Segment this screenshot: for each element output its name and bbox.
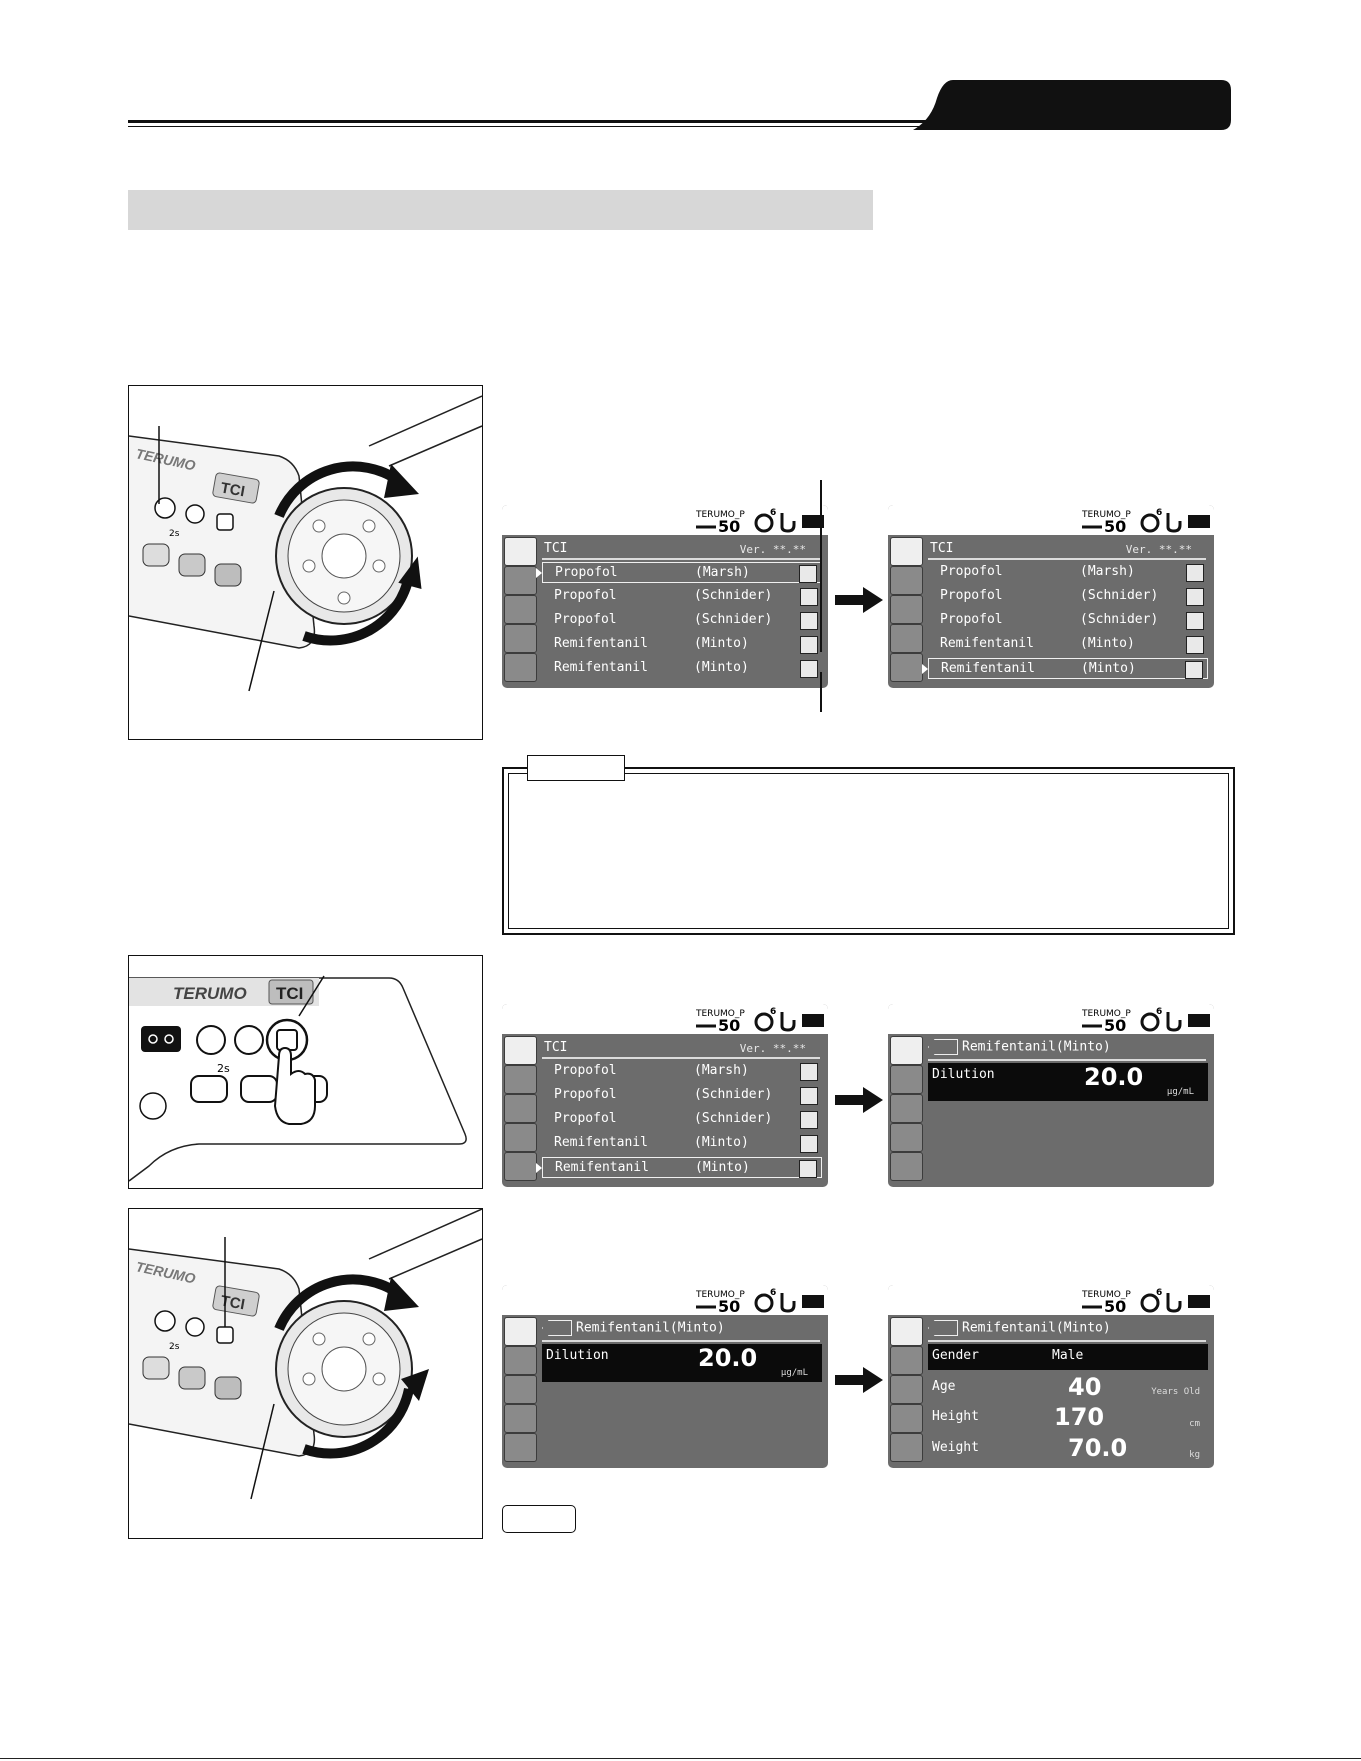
side-menu <box>890 537 923 686</box>
back-key[interactable] <box>186 1318 204 1336</box>
effect-site-icon <box>800 660 818 678</box>
start-key[interactable] <box>241 1076 277 1102</box>
key-hint: 2s <box>169 1342 180 1352</box>
syringe-tab-icon[interactable] <box>504 1036 537 1065</box>
drug-row[interactable]: Propofol (Marsh) <box>542 1061 822 1082</box>
back-tag-icon <box>928 1320 958 1336</box>
back-key[interactable] <box>186 505 204 523</box>
ac-plug-icon <box>782 1293 794 1311</box>
history-tab-icon[interactable] <box>890 624 923 653</box>
history-tab-icon[interactable] <box>890 1404 923 1433</box>
brand-text: TERUMO <box>134 445 198 474</box>
lock-tab-icon[interactable] <box>504 1094 537 1123</box>
status-bar <box>1082 507 1212 533</box>
key-hint: 2s <box>169 529 180 539</box>
age-field[interactable]: Age 40 Years Old <box>932 1373 1200 1401</box>
mode-tab-icon[interactable] <box>890 1346 923 1375</box>
blank-tab[interactable] <box>504 1433 537 1462</box>
indicator-lamp <box>140 1093 166 1119</box>
lock-tab-icon[interactable] <box>890 1094 923 1123</box>
version-label: Ver. **.** <box>739 543 806 556</box>
lcd-patient-data <box>888 1285 1214 1468</box>
confirm-key[interactable] <box>217 1327 233 1343</box>
lock-tab-icon[interactable] <box>504 595 537 624</box>
syringe-tab-icon[interactable] <box>890 1036 923 1065</box>
lcd-drug-list-1 <box>502 505 828 688</box>
drug-row[interactable]: Propofol (Marsh) <box>928 562 1208 583</box>
ac-plug-icon <box>782 1012 794 1030</box>
status-bar <box>696 1287 826 1313</box>
blank-tab[interactable] <box>890 653 923 682</box>
menu-key[interactable] <box>155 498 175 518</box>
mode-tab-icon[interactable] <box>890 566 923 595</box>
menu-key[interactable] <box>197 1026 225 1054</box>
next-arrow <box>835 587 883 613</box>
drug-row[interactable]: Propofol (Schnider) <box>928 610 1208 631</box>
header-rule-thin <box>128 126 940 127</box>
back-tag-icon <box>542 1320 572 1336</box>
drug-row[interactable]: Propofol (Schnider) <box>542 586 822 607</box>
svg-text:50: 50 <box>1104 1297 1127 1313</box>
gender-field[interactable]: Gender Male <box>928 1344 1208 1370</box>
brand-text: TERUMO <box>134 1258 198 1287</box>
stop-key[interactable] <box>215 564 241 586</box>
chapter-tab <box>913 80 1231 130</box>
svg-text:6: 6 <box>770 508 777 518</box>
drug-row[interactable]: Propofol (Schnider) <box>542 1085 822 1106</box>
status-bar <box>1082 1006 1212 1032</box>
syringe-tab-icon[interactable] <box>504 1317 537 1346</box>
mode-tab-icon[interactable] <box>504 566 537 595</box>
effect-site-icon <box>800 612 818 630</box>
svg-text:6: 6 <box>770 1007 777 1017</box>
status-bar <box>696 507 826 533</box>
drug-row[interactable]: Remifentanil (Minto) <box>542 1133 822 1154</box>
blank-tab[interactable] <box>890 1433 923 1462</box>
lock-tab-icon[interactable] <box>504 1375 537 1404</box>
title-underline <box>542 1340 820 1342</box>
side-menu <box>504 1317 537 1466</box>
reference-badge <box>502 1505 576 1533</box>
battery-icon <box>1188 1014 1210 1027</box>
svg-text:6: 6 <box>770 1288 777 1298</box>
svg-text:50: 50 <box>718 517 741 533</box>
svg-text:6: 6 <box>1156 508 1163 518</box>
dilution-field[interactable]: Dilution 20.0 μg/mL <box>928 1063 1208 1101</box>
screen-title: Remifentanil(Minto) <box>928 1039 1111 1057</box>
history-tab-icon[interactable] <box>504 1404 537 1433</box>
footer-rule <box>0 1758 1361 1759</box>
plasma-drop-icon <box>800 588 818 606</box>
lcd-drug-list-3 <box>502 1004 828 1187</box>
syringe-tab-icon[interactable] <box>890 537 923 566</box>
ac-plug-icon <box>1168 1012 1180 1030</box>
side-menu <box>890 1317 923 1466</box>
ac-plug-icon <box>1168 513 1180 531</box>
callout-line-effect <box>820 672 822 712</box>
plasma-drop-icon <box>1186 636 1204 654</box>
illustration-rotate-dial-2 <box>128 1208 483 1539</box>
screen-title: Remifentanil(Minto) <box>928 1320 1111 1338</box>
bolus-key[interactable] <box>191 1076 227 1102</box>
height-field[interactable]: Height 170 cm <box>932 1403 1200 1431</box>
svg-text:TERUMO_P: TERUMO_P <box>696 1009 745 1019</box>
effect-site-icon <box>799 1160 817 1178</box>
back-key[interactable] <box>235 1026 263 1054</box>
svg-text:TERUMO_P: TERUMO_P <box>1082 1290 1131 1300</box>
screen-title: TCI <box>544 1040 568 1055</box>
svg-text:TERUMO_P: TERUMO_P <box>1082 1009 1131 1019</box>
mode-tab-icon[interactable] <box>890 1065 923 1094</box>
drug-row[interactable]: Remifentanil (Minto) <box>542 658 822 679</box>
next-arrow <box>835 1087 883 1113</box>
battery-icon <box>802 1295 824 1308</box>
version-label: Ver. **.** <box>739 1042 806 1055</box>
lock-tab-icon[interactable] <box>890 1375 923 1404</box>
drug-row-selected[interactable]: Remifentanil (Minto) <box>542 1157 822 1178</box>
drug-row[interactable]: Propofol (Schnider) <box>928 586 1208 607</box>
menu-key[interactable] <box>155 1311 175 1331</box>
status-bar <box>1082 1287 1212 1313</box>
side-menu <box>504 537 537 686</box>
drug-row[interactable]: Propofol (Schnider) <box>542 1109 822 1130</box>
effect-site-icon <box>800 1111 818 1129</box>
tci-badge: TCI <box>219 1292 247 1314</box>
start-key[interactable] <box>179 1367 205 1389</box>
ac-plug-icon <box>1168 1293 1180 1311</box>
mode-tab-icon[interactable] <box>504 1346 537 1375</box>
battery-icon <box>1188 515 1210 528</box>
syringe-tab-icon[interactable] <box>890 1317 923 1346</box>
side-menu <box>890 1036 923 1185</box>
tci-badge: TCI <box>276 984 304 1003</box>
plasma-drop-icon <box>800 1087 818 1105</box>
stop-key[interactable] <box>215 1377 241 1399</box>
screen-title: TCI <box>544 541 568 556</box>
syringe-tab-icon[interactable] <box>504 537 537 566</box>
svg-text:TERUMO_P: TERUMO_P <box>1082 510 1131 520</box>
effect-site-icon <box>1185 661 1203 679</box>
back-tag-icon <box>928 1039 958 1055</box>
drug-row[interactable]: Remifentanil (Minto) <box>928 634 1208 655</box>
lock-tab-icon[interactable] <box>890 595 923 624</box>
title-underline <box>928 1340 1206 1342</box>
ac-plug-icon <box>782 513 794 531</box>
svg-text:6: 6 <box>1156 1288 1163 1298</box>
plasma-drop-icon <box>800 636 818 654</box>
side-menu <box>504 1036 537 1185</box>
title-underline <box>542 558 820 560</box>
start-key[interactable] <box>179 554 205 576</box>
title-underline <box>928 558 1206 560</box>
history-tab-icon[interactable] <box>504 624 537 653</box>
screen-title: TCI <box>930 541 954 556</box>
drug-row[interactable]: Remifentanil (Minto) <box>542 634 822 655</box>
title-underline <box>928 1059 1206 1061</box>
illustration-press-confirm <box>128 955 483 1189</box>
power-key[interactable] <box>141 1026 181 1052</box>
weight-field[interactable]: Weight 70.0 kg <box>932 1434 1200 1462</box>
svg-text:TERUMO_P: TERUMO_P <box>696 1290 745 1300</box>
title-underline <box>542 1057 820 1059</box>
drug-row-selected[interactable]: Remifentanil (Minto) <box>928 658 1208 679</box>
confirm-key[interactable] <box>217 514 233 530</box>
lcd-dilution-1 <box>888 1004 1214 1187</box>
screen-title: Remifentanil(Minto) <box>542 1320 725 1338</box>
battery-icon <box>802 1014 824 1027</box>
note-box <box>502 767 1235 935</box>
plasma-drop-icon <box>1186 564 1204 582</box>
svg-text:50: 50 <box>718 1016 741 1032</box>
dilution-field[interactable]: Dilution 20.0 μg/mL <box>542 1344 822 1382</box>
bolus-key[interactable] <box>143 544 169 566</box>
plasma-drop-icon <box>1186 588 1204 606</box>
svg-text:50: 50 <box>1104 517 1127 533</box>
svg-text:50: 50 <box>1104 1016 1127 1032</box>
blank-tab[interactable] <box>504 1152 537 1181</box>
header-rule <box>128 120 940 123</box>
bolus-key[interactable] <box>143 1357 169 1379</box>
svg-text:6: 6 <box>1156 1007 1163 1017</box>
history-tab-icon[interactable] <box>890 1123 923 1152</box>
plasma-drop-icon <box>800 1135 818 1153</box>
blank-tab[interactable] <box>890 1152 923 1181</box>
blank-tab[interactable] <box>504 653 537 682</box>
section-heading-band <box>128 190 873 230</box>
key-hint: 2s <box>217 1062 230 1075</box>
svg-text:50: 50 <box>718 1297 741 1313</box>
status-bar <box>696 1006 826 1032</box>
history-tab-icon[interactable] <box>504 1123 537 1152</box>
version-label: Ver. **.** <box>1125 543 1192 556</box>
lcd-drug-list-2 <box>888 505 1214 688</box>
mode-tab-icon[interactable] <box>504 1065 537 1094</box>
lcd-dilution-2 <box>502 1285 828 1468</box>
note-label <box>527 755 625 781</box>
svg-text:TERUMO_P: TERUMO_P <box>696 510 745 520</box>
drug-row[interactable]: Propofol (Schnider) <box>542 610 822 631</box>
effect-site-icon <box>1186 612 1204 630</box>
next-arrow <box>835 1367 883 1393</box>
illustration-rotate-dial <box>128 385 483 740</box>
callout-line-plasma <box>820 480 822 652</box>
brand-text: TERUMO <box>173 984 247 1003</box>
drug-row[interactable]: Propofol (Marsh) <box>542 562 822 583</box>
battery-icon <box>1188 1295 1210 1308</box>
tci-badge: TCI <box>219 479 247 501</box>
plasma-drop-icon <box>799 565 817 583</box>
plasma-drop-icon <box>800 1063 818 1081</box>
